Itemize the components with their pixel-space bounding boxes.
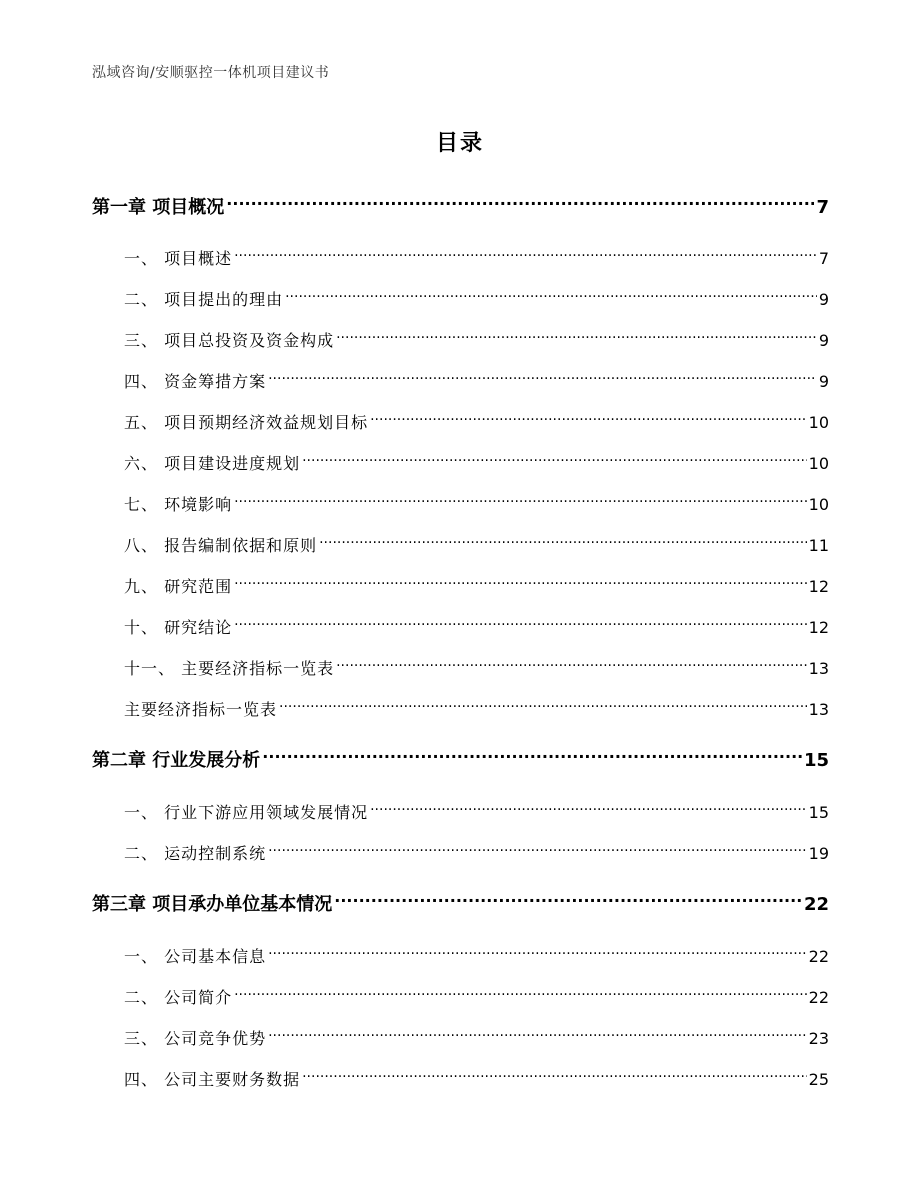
- toc-entry-section[interactable]: [124, 1061, 829, 1089]
- toc-entry-page: 10: [808, 413, 829, 432]
- toc-leader-dots: [268, 1020, 807, 1044]
- toc-entry-label: 一、 公司基本信息: [124, 947, 267, 966]
- toc-leader-dots: [234, 568, 807, 592]
- toc-entry-label: 七、 环境影响: [124, 495, 233, 514]
- toc-entry-section[interactable]: [124, 281, 829, 309]
- toc-leader-dots: [234, 609, 807, 633]
- toc-entry-section[interactable]: [124, 938, 829, 966]
- toc-entry-section[interactable]: [124, 835, 829, 863]
- toc-entry-label: 十一、 主要经济指标一览表: [124, 659, 335, 678]
- toc-leader-dots: [285, 281, 817, 305]
- toc-leader-dots: [279, 691, 807, 715]
- running-header: 泓域咨询/安顺驱控一体机项目建议书: [92, 65, 330, 81]
- toc-leader-dots: [226, 189, 814, 213]
- toc-entry-section[interactable]: [124, 527, 829, 555]
- toc-entry-page: 10: [808, 454, 829, 473]
- toc-entry-chapter[interactable]: [92, 886, 829, 915]
- toc-entry-label: 四、 资金筹措方案: [124, 372, 267, 391]
- toc-entry-section[interactable]: [124, 568, 829, 596]
- toc-entry-label: 五、 项目预期经济效益规划目标: [124, 413, 369, 432]
- toc-entry-label: 第三章 项目承办单位基本情况: [92, 894, 333, 915]
- toc-leader-dots: [234, 486, 807, 510]
- toc-entry-section[interactable]: [124, 794, 829, 822]
- toc-leader-dots: [302, 445, 807, 469]
- toc-entry-section[interactable]: [124, 691, 829, 719]
- toc-entry-section[interactable]: [124, 240, 829, 268]
- toc-leader-dots: [234, 240, 817, 264]
- toc-entry-section[interactable]: [124, 445, 829, 473]
- toc-entry-page: 12: [808, 618, 829, 637]
- toc-entry-section[interactable]: [124, 404, 829, 432]
- toc-entry-chapter[interactable]: [92, 742, 829, 771]
- toc-entry-page: 22: [808, 988, 829, 1007]
- toc-entry-page: 12: [808, 577, 829, 596]
- toc-entry-label: 九、 研究范围: [124, 577, 233, 596]
- toc-entry-page: 15: [808, 803, 829, 822]
- toc-leader-dots: [268, 363, 817, 387]
- toc-entry-page: 9: [818, 290, 829, 309]
- toc-entry-section[interactable]: [124, 650, 829, 678]
- toc-entry-page: 22: [803, 894, 829, 915]
- toc-leader-dots: [334, 886, 802, 910]
- toc-entry-label: 三、 项目总投资及资金构成: [124, 331, 335, 350]
- page-title: 目录: [435, 131, 484, 156]
- toc-entry-page: 13: [808, 659, 829, 678]
- toc-entry-label: 第二章 行业发展分析: [92, 750, 261, 771]
- toc-leader-dots: [336, 650, 807, 674]
- toc-entry-page: 19: [808, 844, 829, 863]
- toc-entry-page: 9: [818, 331, 829, 350]
- toc-entry-page: 9: [818, 372, 829, 391]
- toc-entry-label: 六、 项目建设进度规划: [124, 454, 301, 473]
- toc-entry-label: 十、 研究结论: [124, 618, 233, 637]
- toc-entry-page: 11: [808, 536, 829, 555]
- toc-entry-label: 主要经济指标一览表: [124, 700, 278, 719]
- toc-leader-dots: [262, 742, 802, 766]
- toc-entry-label: 第一章 项目概况: [92, 197, 225, 218]
- toc-leader-dots: [302, 1061, 807, 1085]
- toc-leader-dots: [268, 835, 807, 859]
- toc-leader-dots: [319, 527, 807, 551]
- toc-leader-dots: [370, 404, 807, 428]
- toc-entry-section[interactable]: [124, 363, 829, 391]
- toc-entry-page: 7: [816, 197, 829, 218]
- toc-entry-label: 二、 项目提出的理由: [124, 290, 284, 309]
- toc-leader-dots: [234, 979, 807, 1003]
- toc-leader-dots: [370, 794, 807, 818]
- toc-entry-section[interactable]: [124, 609, 829, 637]
- toc-entry-section[interactable]: [124, 1020, 829, 1048]
- toc-entry-label: 二、 运动控制系统: [124, 844, 267, 863]
- toc-entry-label: 二、 公司简介: [124, 988, 233, 1007]
- toc-entry-page: 22: [808, 947, 829, 966]
- toc-entry-page: 10: [808, 495, 829, 514]
- toc-entry-page: 7: [818, 249, 829, 268]
- toc-entry-page: 15: [803, 750, 829, 771]
- toc-leader-dots: [268, 938, 807, 962]
- toc-entry-label: 四、 公司主要财务数据: [124, 1070, 301, 1089]
- toc-entry-chapter[interactable]: [92, 189, 829, 218]
- toc-entry-label: 一、 行业下游应用领域发展情况: [124, 803, 369, 822]
- toc-entry-section[interactable]: [124, 322, 829, 350]
- toc-entry-label: 三、 公司竞争优势: [124, 1029, 267, 1048]
- toc-entry-section[interactable]: [124, 979, 829, 1007]
- toc-entry-page: 13: [808, 700, 829, 719]
- toc-entry-page: 25: [808, 1070, 829, 1089]
- toc-entry-label: 一、 项目概述: [124, 249, 233, 268]
- toc-entry-section[interactable]: [124, 486, 829, 514]
- toc-entry-label: 八、 报告编制依据和原则: [124, 536, 318, 555]
- toc-entry-page: 23: [808, 1029, 829, 1048]
- toc-leader-dots: [336, 322, 817, 346]
